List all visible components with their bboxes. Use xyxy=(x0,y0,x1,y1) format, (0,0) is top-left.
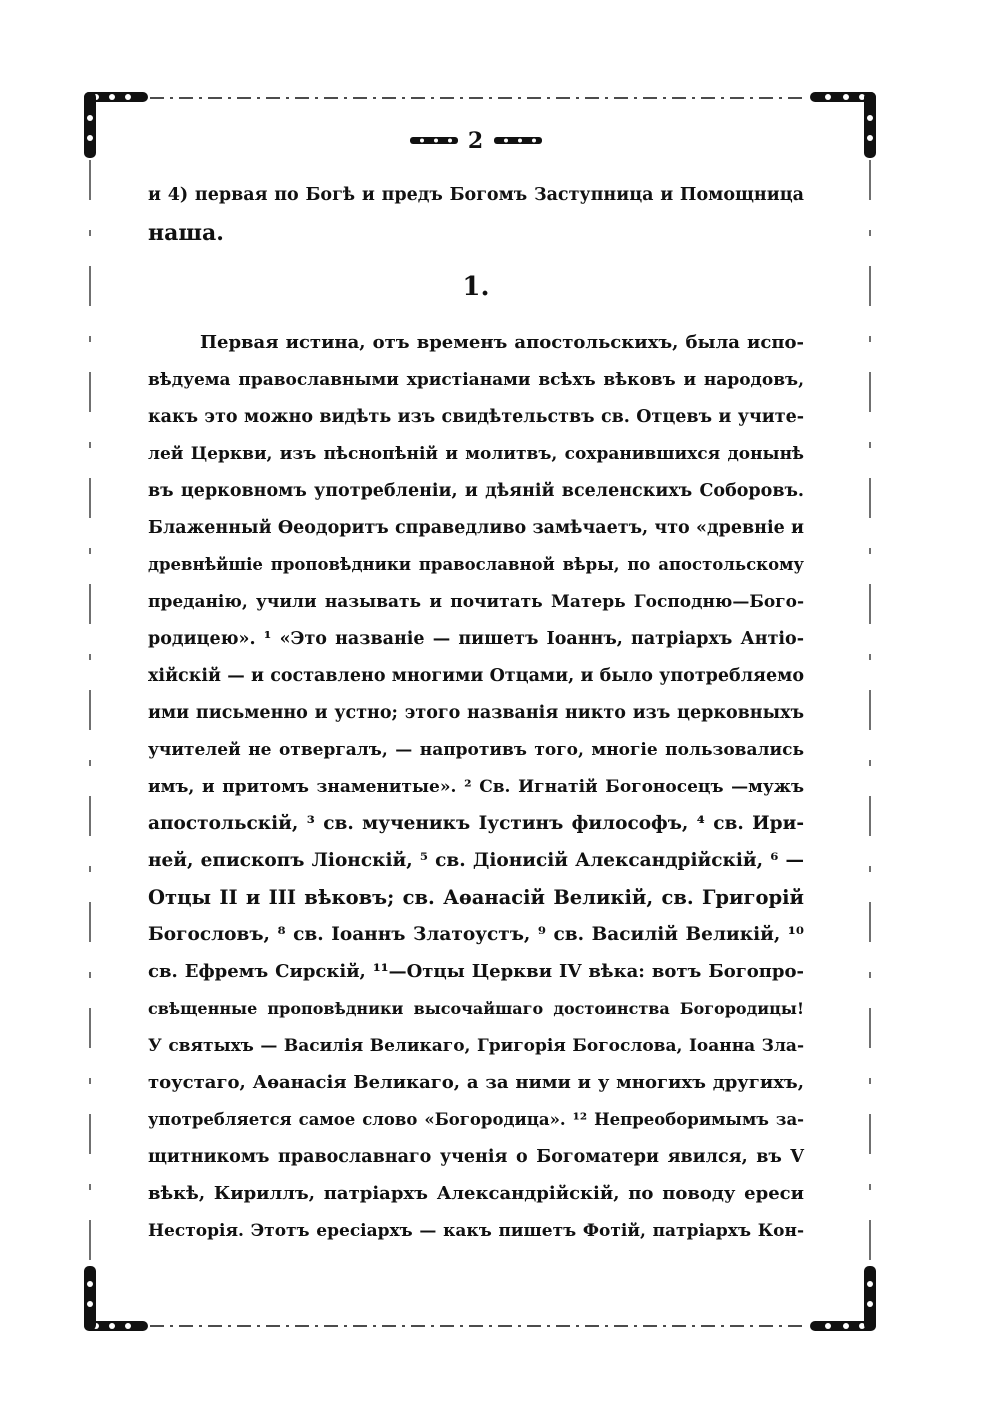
text-line: апостольскій, ³ св. мученикъ Іустинъ философъ, ⁴ св. Ири- xyxy=(148,813,804,834)
text-line: учителей не отвергалъ, — напротивъ того, многіе пользовались xyxy=(148,740,804,760)
text-line: древнѣйшіе проповѣдники православной вѣры, по апостольскому xyxy=(148,555,804,574)
corner-ornament-bottom-left xyxy=(84,1266,148,1331)
text-line: Богословъ, ⁸ св. Іоаннъ Златоустъ, ⁹ св. Василій Великій, ¹⁰ xyxy=(148,924,804,945)
text-line: Блаженный Ѳеодоритъ справедливо замѣчаетъ, что «древніе и xyxy=(148,518,804,538)
text-line: преданію, учили называть и почитать Матерь Господню—Бого- xyxy=(148,592,804,612)
text-line: ими письменно и устно; этого названія никто изъ церковныхъ xyxy=(148,703,804,723)
text-line: употребляется самое слово «Богородица». ¹² Непреоборимымъ за- xyxy=(148,1110,804,1129)
page-number: 2 xyxy=(467,128,485,154)
text-line: Отцы II и III вѣковъ; св. Аѳанасій Великій, св. Григорій xyxy=(148,886,804,909)
text-line: щитникомъ православнаго ученія о Богоматери явился, въ V xyxy=(148,1147,804,1167)
text-line: наша. xyxy=(148,220,224,246)
text-line: имъ, и притомъ знаменитые». ² Св. Игнатій Богоносецъ —мужъ xyxy=(148,777,804,797)
text-line: свѣщенные проповѣдники высочайшаго достоинства Богородицы! xyxy=(148,999,804,1018)
text-line: въ церковномъ употребленіи, и дѣяній вселенскихъ Соборовъ. xyxy=(148,481,804,501)
text-line: тоустаго, Аѳанасія Великаго, а за ними и у многихъ другихъ, xyxy=(148,1072,804,1093)
text-line: лей Церкви, изъ пѣснопѣній и молитвъ, сохранившихся донынѣ xyxy=(148,444,804,464)
text-line: и 4) первая по Богѣ и предъ Богомъ Заступница и Помощница xyxy=(148,185,804,205)
text-line: св. Ефремъ Сирскій, ¹¹—Отцы Церкви IV вѣка: вотъ Богопро- xyxy=(148,961,804,982)
text-line: вѣкѣ, Кириллъ, патріархъ Александрійскій, по поводу ереси xyxy=(148,1183,804,1204)
text-line: хійскій — и составлено многими Отцами, и было употребляемо xyxy=(148,666,804,686)
text-line: вѣдуема православными христіанами всѣхъ вѣковъ и народовъ, xyxy=(148,370,804,390)
text-line: какъ это можно видѣть изъ свидѣтельствъ св. Отцевъ и учите- xyxy=(148,407,804,427)
text-line: Несторія. Этотъ ересіархъ — какъ пишетъ Фотій, патріархъ Кон- xyxy=(148,1221,804,1241)
text-line: родицею». ¹ «Это названіе — пишетъ Іоаннъ, патріархъ Антіо- xyxy=(148,629,804,649)
text-line: ней, епископъ Ліонскій, ⁵ св. Діонисій Александрійскій, ⁶ — xyxy=(148,850,804,871)
text-line: У святыхъ — Василія Великаго, Григорія Богослова, Іоанна Зла- xyxy=(148,1036,804,1056)
corner-ornament-bottom-right xyxy=(810,1266,876,1331)
text-line: Первая истина, отъ временъ апостольскихъ, была испо- xyxy=(200,332,804,353)
section-number: 1. xyxy=(462,272,490,302)
